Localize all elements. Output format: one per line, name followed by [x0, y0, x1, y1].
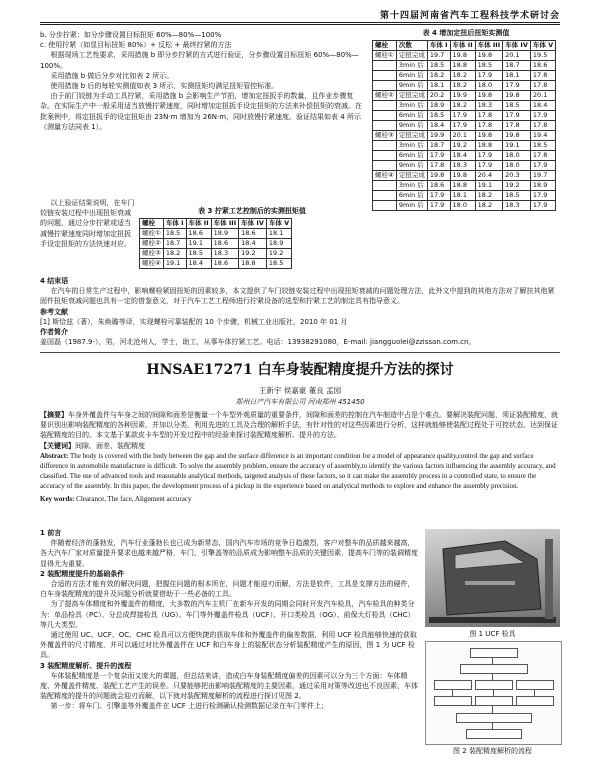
table-cell — [373, 191, 397, 201]
table-cell — [373, 61, 397, 71]
table-cell: 18.5 — [163, 229, 186, 239]
table-row — [373, 81, 556, 91]
flow-box — [434, 680, 472, 690]
table-cell: 17.9 — [530, 111, 555, 121]
table-cell: 20.2 — [427, 91, 450, 101]
table-row — [373, 71, 556, 81]
table-cell: 19.8 — [427, 171, 450, 181]
article-title: HNSAE17271 白车身装配精度提升方法的探讨 — [146, 362, 454, 378]
top-left-text — [40, 30, 364, 132]
table-cell: 17.9 — [530, 201, 555, 211]
table4-caption: 表 4 增加定扭后扭矩实测值 — [422, 29, 510, 37]
table-cell: 18.5 — [266, 259, 291, 269]
table-cell: 18.5 — [427, 111, 450, 121]
table-cell: 17.9 — [503, 111, 531, 121]
table-cell: 18.0 — [475, 81, 503, 91]
table-cell: 19.4 — [530, 131, 555, 141]
section-text: 为了提高车体精度和外覆盖件的精度，大多数的汽车主机厂在新车开发的同期会同时开发汽车检具，汽车检具的种类分为：单品检具（PC）、分总成焊接检具（UG）、车门等外覆盖件检具（UCF）、开口类检具（OG）、前保大灯检具（CHC）等几大类型。 — [40, 600, 415, 629]
table-cell: 18.2 — [475, 201, 503, 211]
article-authors: 王新宇 侯嘉豪 董良 孟园 — [258, 386, 342, 395]
abstract-block — [40, 410, 560, 504]
table4 — [372, 40, 556, 211]
fig1-caption: 图 1 UCF 检具 — [469, 630, 516, 638]
table-cell: 螺栓① — [140, 229, 164, 239]
header-title: 第十四届河南省汽车工程科技学术研讨会 — [379, 11, 560, 21]
table-cell: 19.1 — [163, 259, 186, 269]
text-line: 采用措施 b 做后分步对比如表 2 所示。 — [50, 71, 174, 80]
table-cell: 17.8 — [427, 161, 450, 171]
flow-connector — [452, 689, 453, 696]
table-cell: 18.1 — [427, 81, 450, 91]
table-cell: 18.5 — [186, 249, 211, 259]
table-cell — [373, 111, 397, 121]
table-row — [373, 51, 556, 61]
table-cell: 3min 后 — [396, 101, 427, 111]
table-header-cell: 车体 III — [211, 219, 239, 229]
table-cell: 17.8 — [530, 151, 555, 161]
keywords-en-label: Key words: — [40, 494, 75, 503]
table-cell: 18.5 — [530, 141, 555, 151]
flow-connector — [452, 705, 535, 706]
table-cell: 18.9 — [427, 101, 450, 111]
table-cell: 定扭完成 — [396, 171, 427, 181]
flow-box — [466, 729, 522, 739]
section-text: 伴随着经济的蓬勃发，汽车行业蓬勃长也已成为新常态，国内汽车市场的竞争日趋激烈，客户对整车的品质越来越高，各大汽车厂家对质量提升要求也越来越严格，车门，引擎盖等的品质成为影响整车品质的关键因素，提高车门等的装调精度显得尤为重要。 — [40, 539, 418, 568]
conclusion-text: 在汽车的日常生产过程中，影响螺栓紧固扭矩的因素较多，本文提供了车门铰链安装过程中出现扭矩衰减的问题处理方法，此外文中提到的其他方法对了解扶其他紧固件扭矩衰减问题也具有一定的借鉴意义，对于汽车工艺工程师进行拧紧设备的选型和拧紧工艺的制定具有指导意义。 — [40, 287, 555, 306]
table-header-cell: 车体 III — [475, 41, 503, 51]
table-cell: 18.7 — [427, 141, 450, 151]
abstract-cn: 车身外覆盖件与车身之间的间隙和面差是衡量一个车型外观质量的重要条件，间隙和面差的控制在汽车制造中占是个难点。要解决装配问题，须证装配精度，就要识别出影响装配精度的各种因素，并加以分类，利用先进的工具及合理的解析手法，有针对性的对这些因素进行分析，这样就能够使装配过程处于可控状态，达到保证装配精度的目的。本文基于某款皮卡车型的开发过程中的经验来探讨装配精度解析、提升的方法。 — [40, 411, 558, 440]
table-cell: 18.2 — [475, 191, 503, 201]
table-cell: 18.2 — [427, 71, 450, 81]
table-header-row — [140, 219, 292, 229]
table-cell: 18.5 — [503, 191, 531, 201]
table-cell: 19.8 — [475, 91, 503, 101]
keywords-en: Clearance, The face, Alignment accuracy — [76, 494, 192, 503]
flow-chart — [425, 641, 562, 745]
table-cell — [373, 141, 397, 151]
flow-connector — [534, 689, 535, 696]
table-cell: 17.9 — [530, 161, 555, 171]
table-cell: 17.8 — [475, 111, 503, 121]
table-cell: 3min 后 — [396, 61, 427, 71]
table-cell: 19.1 — [186, 239, 211, 249]
section-heading: 2 装配精度提升的基础条件 — [40, 569, 125, 578]
flow-connector — [493, 689, 494, 696]
table-cell: 19.1 — [503, 141, 531, 151]
table-cell: 19.2 — [239, 249, 267, 259]
table-cell: 17.9 — [475, 151, 503, 161]
table-cell: 定扭完成 — [396, 91, 427, 101]
table-cell: 3min 后 — [396, 141, 427, 151]
table-cell: 17.9 — [450, 121, 475, 131]
keywords-cn: 间隙、面差、装配精度 — [75, 441, 145, 450]
table-cell: 定扭完成 — [396, 131, 427, 141]
table-row — [373, 171, 556, 181]
table-cell: 18.3 — [475, 101, 503, 111]
table-cell: 20.4 — [475, 171, 503, 181]
table-cell: 18.9 — [530, 181, 555, 191]
table3 — [139, 218, 292, 269]
table-row — [373, 111, 556, 121]
table-header-cell: 车体 II — [450, 41, 475, 51]
table-cell: 17.9 — [530, 191, 555, 201]
table-cell: 18.2 — [450, 81, 475, 91]
header-rule-double — [40, 24, 560, 25]
table-cell: 18.3 — [211, 249, 239, 259]
table-header-cell: 车体 II — [186, 219, 211, 229]
table-cell: 18.2 — [450, 71, 475, 81]
section-text: 合适的方法才能有效的解决问题，把握住问题的根本所在，问题才能迎刃而解，方法是软件，工具是支撑方法的硬件，白车身装配精度的提升及问题分析就要借助于一些必备的工具。 — [40, 580, 415, 599]
table-cell: 17.9 — [503, 81, 531, 91]
abstract-en: The body is covered with the body between the gap and the surface difference is an important condition for a model of appearance quality,control the gap and surface difference in automobile manufacture is difficult. To solve the assembly problem, ensure the accuracy of assembly,to identify the various factors influencing the assembly accuracy, and classified. The use of advanced tools and reasonable analytical methods, targeted analysis of these factors, so it can make the assembly process in a controlled state, to ensure the accuracy of the assembly. In this paper, the development process of a pickup in the experience based on analytical methods to explore and enhance the assembly precision. — [40, 451, 556, 491]
table-cell: 19.9 — [450, 91, 475, 101]
table-row — [140, 229, 292, 239]
table-cell — [373, 161, 397, 171]
side-text — [40, 198, 136, 249]
flow-connector — [492, 722, 493, 729]
table-cell: 17.8 — [503, 121, 531, 131]
table-row — [140, 239, 292, 249]
running-header — [40, 8, 560, 22]
table-header-cell: 螺栓 — [373, 41, 397, 51]
table-cell: 18.9 — [211, 229, 239, 239]
table-cell: 18.7 — [503, 61, 531, 71]
text-line: c. 使用拧紧（如显目标扭矩 80%）+ 反松 + 最终拧紧的方法 — [40, 41, 232, 50]
table-cell: 18.4 — [186, 259, 211, 269]
table-cell: 20.1 — [503, 51, 531, 61]
table-row — [373, 101, 556, 111]
table-cell: 17.8 — [475, 121, 503, 131]
table-cell: 9min 后 — [396, 121, 427, 131]
table-cell: 3min 后 — [396, 181, 427, 191]
table-cell: 18.3 — [503, 201, 531, 211]
table-row — [373, 141, 556, 151]
table-cell: 18.6 — [239, 229, 267, 239]
text-paragraph: 根据现场工艺性要求，采用措施 b 即分步拧紧的方式进行验证，分步骤设置目标扭矩 60%—80%—100%。 — [40, 51, 359, 70]
vehicle-door-illustration — [425, 529, 560, 627]
table-cell: 18.0 — [450, 201, 475, 211]
table-cell — [373, 81, 397, 91]
table-header-row — [373, 41, 556, 51]
flow-box — [456, 713, 532, 723]
flow-box — [516, 680, 554, 690]
table-cell: 18.1 — [450, 191, 475, 201]
table-row — [373, 161, 556, 171]
table-cell: 6min 后 — [396, 111, 427, 121]
table-cell: 19.8 — [475, 131, 503, 141]
table-cell: 18.4 — [427, 121, 450, 131]
conclusion-section — [40, 276, 560, 347]
table-cell: 18.5 — [427, 61, 450, 71]
section-text: 第一步：将车门、引擎盖等外覆盖件在 UCF 上进行检测确认检测数据记录在车门零件上； — [50, 702, 328, 711]
table-cell: 17.8 — [530, 121, 555, 131]
table-cell: 6min 后 — [396, 71, 427, 81]
table-cell — [373, 101, 397, 111]
table-cell: 18.6 — [186, 229, 211, 239]
table-cell: 19.8 — [503, 131, 531, 141]
table-cell: 20.1 — [530, 91, 555, 101]
table-cell: 18.1 — [266, 229, 291, 239]
table-row — [373, 61, 556, 71]
table-cell: 6min 后 — [396, 151, 427, 161]
author-intro-heading: 作者简介 — [40, 328, 68, 337]
table-cell: 18.0 — [503, 161, 531, 171]
ref-item: [1] 斯恰兹（著），朱焕璐等译，实现螺栓可靠装配的 10 个步骤，机械工业出版社，2010 年 01 月 — [40, 317, 348, 326]
table-cell: 19.8 — [503, 91, 531, 101]
table-cell: 18.3 — [450, 161, 475, 171]
table-cell: 18.5 — [475, 61, 503, 71]
table-cell: 19.5 — [530, 51, 555, 61]
table-cell: 18.8 — [475, 141, 503, 151]
table-cell: 9min 后 — [396, 161, 427, 171]
table-cell: 17.9 — [475, 161, 503, 171]
table-row — [373, 201, 556, 211]
table-cell: 18.4 — [239, 239, 267, 249]
table-row — [140, 249, 292, 259]
table-cell: 螺栓② — [373, 91, 397, 101]
flow-box — [470, 648, 518, 658]
table-cell: 17.9 — [475, 71, 503, 81]
table-row — [373, 191, 556, 201]
keywords-label: 【关键词】 — [40, 441, 75, 450]
table-cell: 20.1 — [450, 131, 475, 141]
table-cell — [373, 181, 397, 191]
table-cell: 17.8 — [530, 81, 555, 91]
table-cell: 18.0 — [503, 151, 531, 161]
table-cell — [373, 121, 397, 131]
fig2-caption: 图 2 装配精度解析的流程 — [453, 747, 532, 755]
header-rule — [40, 22, 560, 23]
table-cell: 18.7 — [163, 239, 186, 249]
table-cell: 19.8 — [475, 51, 503, 61]
table-cell: 19.8 — [450, 171, 475, 181]
table-cell: 18.9 — [266, 239, 291, 249]
table-cell: 18.8 — [450, 61, 475, 71]
abstract-en-label: Abstract: — [40, 451, 69, 460]
flow-box — [460, 664, 528, 674]
table-cell: 18.8 — [239, 259, 267, 269]
section-heading: 3 装配精度解析、提升的流程 — [40, 661, 132, 670]
table-cell: 17.8 — [530, 71, 555, 81]
text-paragraph: 由于前门铰链为手动工具拧紧，采用措施 b 会影响生产节拍，增加定扭扳手的数量，且作业步骤复杂。在实际生产中一般采用适当放慢拧紧速度，同时增加定扭扳手设定扭矩的方法来补偿扭矩的衰减。在批案例中，将定扭扳手的设定扭矩由 23N·m 增加为 26N·m，同时放慢拧紧速度。验证结果如表 4 所示（测量方法同表 1）。 — [40, 92, 362, 131]
table-cell: 18.4 — [530, 101, 555, 111]
table-cell: 17.9 — [427, 191, 450, 201]
table-cell: 18.6 — [427, 181, 450, 191]
table-header-cell: 螺栓 — [140, 219, 164, 229]
table-cell: 螺栓④ — [140, 259, 164, 269]
table-row — [373, 151, 556, 161]
section-heading: 1 前言 — [40, 529, 62, 537]
table-cell: 20.3 — [503, 171, 531, 181]
table-cell: 9min 后 — [396, 201, 427, 211]
table-header-cell: 车体 I — [163, 219, 186, 229]
table-cell: 螺栓② — [140, 239, 164, 249]
table-cell: 19.9 — [427, 131, 450, 141]
table-cell: 18.6 — [211, 259, 239, 269]
table-cell: 19.2 — [503, 181, 531, 191]
table-cell: 18.2 — [163, 249, 186, 259]
author-intro-text: 姜国磊（1987.9-），男，河北沧州人，学士，助工，从事车体拧紧工艺。电话：13938291080，E-mail: jiangguolei@zzissan.com.cn。 — [40, 338, 476, 347]
table-cell — [373, 201, 397, 211]
abstract-label: 【摘要】 — [40, 411, 68, 419]
text-line: b. 分步拧紧：如分步骤设置目标扭矩 60%—80%—100% — [40, 31, 222, 39]
table-cell: 17.9 — [450, 111, 475, 121]
table-cell: 18.5 — [503, 101, 531, 111]
table-cell: 17.9 — [427, 201, 450, 211]
article-affiliation: 郑州日产汽车有限公司 河南郑州 451450 — [235, 398, 365, 406]
table-cell: 18.4 — [450, 151, 475, 161]
table-row — [373, 91, 556, 101]
table-header-cell: 车体 V — [266, 219, 291, 229]
table-cell: 19.7 — [427, 51, 450, 61]
flow-connector — [492, 657, 493, 664]
table-cell: 螺栓① — [373, 51, 397, 61]
table-cell: 18.6 — [211, 239, 239, 249]
table-row — [373, 121, 556, 131]
text-paragraph: 以上验证结果说明，在车门铰链安装过程中出现扭矩衰减的问题，通过分步拧紧或适当减慢拧紧速度同时增加定扭扳手设定扭矩的方法快速对应。 — [40, 199, 135, 248]
table-cell: 19.7 — [530, 171, 555, 181]
table-header-cell: 车体 IV — [503, 41, 531, 51]
table-row — [373, 131, 556, 141]
table3-caption: 表 3 拧紧工艺控制后的实测扭矩值 — [198, 207, 306, 215]
table-cell: 19.1 — [475, 181, 503, 191]
table-row — [140, 259, 292, 269]
section-text: 车体装配精度是一个复杂而又庞大的课题，但总结来讲，造成白车身装配精度偏差的因素可以分为三个方面：车体精度、外覆盖件精度、装配工艺产生的误差。只要能够把由影响装配精度的主要因素，通过采用对策等改进也不良因素，车体装配精度的提升的问题就会迎刃而解，以下就对装配精度解析的流程进行探讨见图 2。 — [40, 671, 418, 701]
flow-connector — [492, 705, 493, 713]
refs-heading: 参考文献 — [40, 307, 68, 316]
ucf-fixture-photo — [425, 529, 560, 627]
flow-box — [475, 680, 513, 690]
table-cell: 螺栓④ — [373, 171, 397, 181]
divider — [40, 352, 560, 353]
table-cell — [373, 151, 397, 161]
table-cell — [373, 71, 397, 81]
table-cell: 定扭完成 — [396, 51, 427, 61]
table-cell: 19.2 — [266, 249, 291, 259]
table-cell: 18.1 — [503, 71, 531, 81]
table-header-cell: 次数 — [396, 41, 427, 51]
table-header-cell: 车体 V — [530, 41, 555, 51]
table-cell: 6min 后 — [396, 191, 427, 201]
table-cell: 18.2 — [450, 101, 475, 111]
text-line: 使用措施 b 后的每轮实测值如表 3 所示，实测扭矩均满足扭矩管控标准。 — [50, 82, 279, 91]
table-header-cell: 车体 IV — [239, 219, 267, 229]
table-cell: 19.2 — [450, 141, 475, 151]
table-cell: 9min 后 — [396, 81, 427, 91]
table-cell: 螺栓③ — [140, 249, 164, 259]
table-cell: 17.9 — [427, 151, 450, 161]
body-column — [40, 528, 418, 712]
flow-connector — [492, 673, 493, 680]
table-cell: 螺栓③ — [373, 131, 397, 141]
table-cell: 18.6 — [530, 61, 555, 71]
section-text: 通过使用 UC、UCF、OC、CHC 检具可以方便快捷的获取车体和外覆盖件的偏差数据，利用 UCF 检具能够快速的获取外覆盖件的尺寸精度，并可以通过对比外覆盖件在 UCF 和白车身上的装配状态分析装配精度产生的原因，图 1 为 UCF 检具。 — [40, 631, 417, 660]
table-row — [373, 181, 556, 191]
table-cell: 18.8 — [450, 181, 475, 191]
table-cell: 19.8 — [450, 51, 475, 61]
section-heading: 4 结束语 — [40, 277, 69, 285]
table-header-cell: 车体 I — [427, 41, 450, 51]
